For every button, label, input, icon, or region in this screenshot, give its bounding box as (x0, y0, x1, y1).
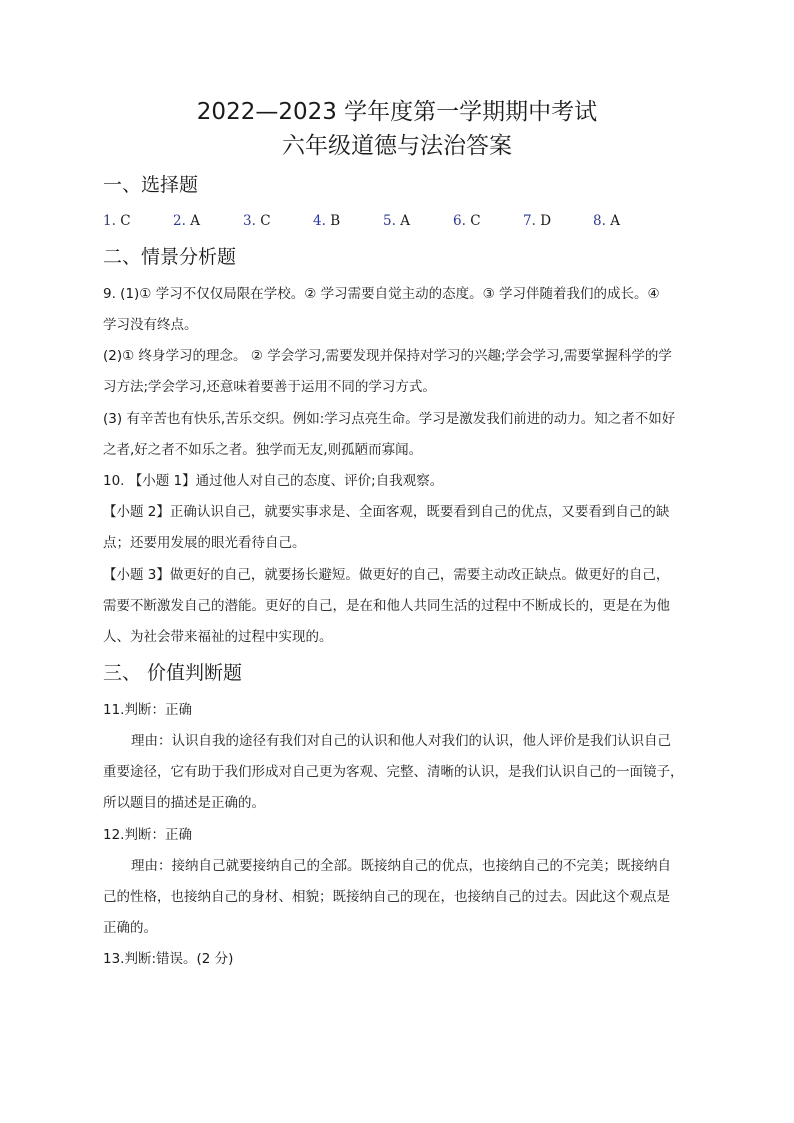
mcq-answer (523, 211, 551, 231)
answer-text-line: 习方法;学会学习,还意味着要善于运用不同的学习方式。 (103, 379, 436, 395)
multiple-choice-answers (0, 211, 794, 231)
answer-text-line: 之者,好之者不如乐之者。独学而无友,则孤陋而寡闻。 (103, 442, 423, 458)
mcq-letter: C (260, 213, 271, 229)
mcq-answer (103, 211, 131, 231)
answer-text-line: (3) 有辛苦也有快乐,苦乐交织。例如:学习点亮生命。学习是激发我们前进的动力。知之者不如好 (103, 411, 676, 427)
mcq-number: 4. (313, 213, 326, 229)
mcq-number: 3. (243, 213, 256, 229)
mcq-number: 7. (523, 213, 536, 229)
page-title-line1: 2022—2023 学年度第一学期期中考试 (196, 99, 598, 125)
mcq-letter: A (400, 213, 410, 229)
reason-text-line: 重要途径，它有助于我们形成对自己更为客观、完整、清晰的认识，是我们认识自己的一面镜子， (103, 764, 684, 780)
answer-text-line: 点；还要用发展的眼光看待自己。 (103, 535, 306, 551)
answer-text-line: 需要不断激发自己的潜能。更好的自己，是在和他人共同生活的过程中不断成长的，更是在为他 (103, 598, 670, 614)
answer-text-line: 10. 【小题 1】通过他人对自己的态度、评价;自我观察。 (103, 473, 444, 489)
reason-text-line: 正确的。 (103, 920, 157, 936)
answer-text-line: 【小题 3】做更好的自己，就要扬长避短。做更好的自己，需要主动改正缺点。做更好的自己， (103, 567, 670, 583)
section-heading-value-judgment: 三、 价值判断题 (103, 662, 243, 684)
mcq-answer (313, 211, 340, 231)
mcq-answer (593, 211, 620, 231)
answer-text-line: 人、为社会带来福祉的过程中实现的。 (103, 629, 333, 645)
judgment-line: 11.判断：正确 (103, 702, 192, 718)
answer-text-line: 9. (1)① 学习不仅仅局限在学校。② 学习需要自觉主动的态度。③ 学习伴随着我们的成长。④ (103, 286, 660, 302)
mcq-letter: D (540, 213, 552, 229)
mcq-answer (453, 211, 481, 231)
mcq-letter: A (610, 213, 620, 229)
mcq-number: 1. (103, 213, 116, 229)
section-heading-scenario-analysis: 二、情景分析题 (103, 246, 237, 268)
mcq-answer (243, 211, 271, 231)
answer-text-line: 学习没有终点。 (103, 317, 198, 333)
answer-text-line: 【小题 2】正确认识自己，就要实事求是、全面客观，既要看到自己的优点，又要看到自己的缺 (103, 504, 670, 520)
reason-text-line: 所以题目的描述是正确的。 (103, 795, 265, 811)
answer-text-line: (2)① 终身学习的理念。 ② 学会学习,需要发现并保持对学习的兴趣;学会学习,需要掌握科学的学 (103, 348, 672, 364)
mcq-number: 8. (593, 213, 606, 229)
mcq-number: 6. (453, 213, 466, 229)
mcq-answer (383, 211, 410, 231)
mcq-letter: C (470, 213, 481, 229)
mcq-letter: C (120, 213, 131, 229)
reason-text-line: 己的性格，也接纳自己的身材、相貌；既接纳自己的现在，也接纳自己的过去。因此这个观点是 (103, 889, 670, 905)
mcq-letter: A (190, 213, 200, 229)
mcq-number: 2. (173, 213, 186, 229)
page-title-line2: 六年级道德与法治答案 (282, 133, 512, 159)
section-heading-multiple-choice: 一、选择题 (103, 174, 199, 196)
mcq-answer (173, 211, 200, 231)
reason-text-line: 理由：接纳自己就要接纳自己的全部。既接纳自己的优点，也接纳自己的不完美；既接纳自 (131, 858, 671, 874)
reason-text-line: 理由：认识自我的途径有我们对自己的认识和他人对我们的认识，他人评价是我们认识自己 (131, 733, 671, 749)
judgment-line: 12.判断：正确 (103, 827, 192, 843)
judgment-line: 13.判断:错误。(2 分) (103, 951, 234, 967)
mcq-number: 5. (383, 213, 396, 229)
mcq-letter: B (330, 213, 341, 229)
